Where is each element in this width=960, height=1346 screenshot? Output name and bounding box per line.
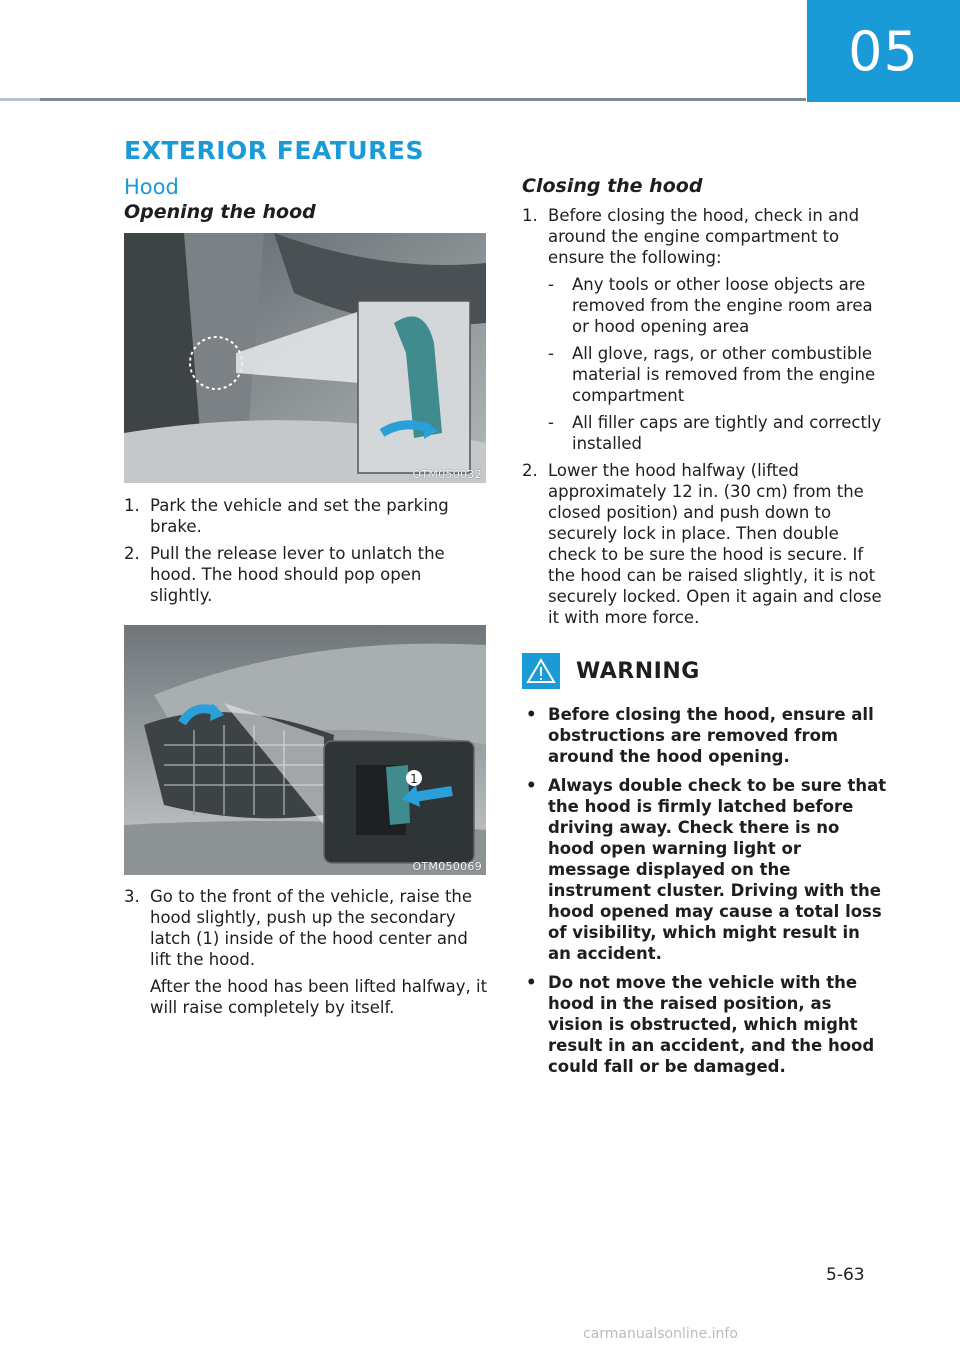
closing-steps [522, 205, 886, 634]
list-item: 1. Before closing the hood, check in and around the engine compartment to ensure the following: - Any tools or other loose objects are removed from the engine room area or hood opening area - All glove, rags, or other combustible material is removed from the engine compartment - All filler caps are tightly and correctly installed [522, 205, 886, 454]
list-item: • Do not move the vehicle with the hood in the raised position, as vision is obstructed, which might result in an accident, and the hood could fall or be damaged. [526, 973, 875, 1076]
figure-code: OTM050032 [412, 468, 482, 481]
warning-list [522, 704, 888, 1085]
list-item: 2. Lower the hood halfway (lifted approximately 12 in. (30 cm) from the closed position) and push down to securely lock in place. Then double check to be sure the hood is secure. If the hood can be raised slightly, it is not securely locked. Open it again and close it with more force. [522, 461, 882, 627]
opening-steps-a [124, 495, 474, 612]
warning-title: WARNING [576, 658, 700, 684]
figure-callout: 1 [410, 772, 418, 786]
list-item: 1. Park the vehicle and set the parking brake. [124, 496, 449, 536]
page-number: 5-63 [826, 1265, 865, 1285]
release-lever-illustration [124, 233, 486, 483]
figure-release-lever [124, 233, 486, 483]
opening-steps-b [124, 886, 488, 1024]
secondary-latch-illustration [124, 625, 486, 875]
list-item: • Always double check to be sure that the hood is firmly latched before driving away. Check there is no hood open warning light or message displayed on the instrument cluster. Driving with the hood opened may cause a total loss of visibility, which might result in an accident. [526, 776, 887, 963]
list-item: - All glove, rags, or other combustible material is removed from the engine compartment [548, 344, 876, 405]
list-item: • Before closing the hood, ensure all obstructions are removed from around the hood opening. [526, 705, 874, 766]
opening-title: Opening the hood [124, 201, 316, 223]
list-item: 2. Pull the release lever to unlatch the hood. The hood should pop open slightly. [124, 544, 445, 605]
list-item: 3. Go to the front of the vehicle, raise the hood slightly, push up the secondary latch (1) inside of the hood center and lift the hood. After the hood has been lifted halfway, it will raise completely by itself. [124, 887, 488, 1017]
list-item: - Any tools or other loose objects are removed from the engine room area or hood opening area [548, 275, 873, 336]
figure-secondary-latch [124, 625, 486, 875]
watermark: carmanualsonline.info [583, 1326, 738, 1342]
list-item: - All filler caps are tightly and correctly installed [548, 413, 882, 453]
warning-header [522, 653, 700, 689]
warning-triangle-icon [522, 653, 560, 689]
topic-heading: Hood [124, 175, 179, 199]
step-note: After the hood has been lifted halfway, it will raise completely by itself. [150, 977, 488, 1017]
header-rule [0, 98, 806, 101]
chapter-tab: 05 [807, 0, 960, 102]
figure-code: OTM050069 [412, 860, 482, 873]
section-title: EXTERIOR FEATURES [124, 136, 424, 165]
closing-checklist [548, 274, 886, 454]
closing-title: Closing the hood [522, 175, 703, 197]
